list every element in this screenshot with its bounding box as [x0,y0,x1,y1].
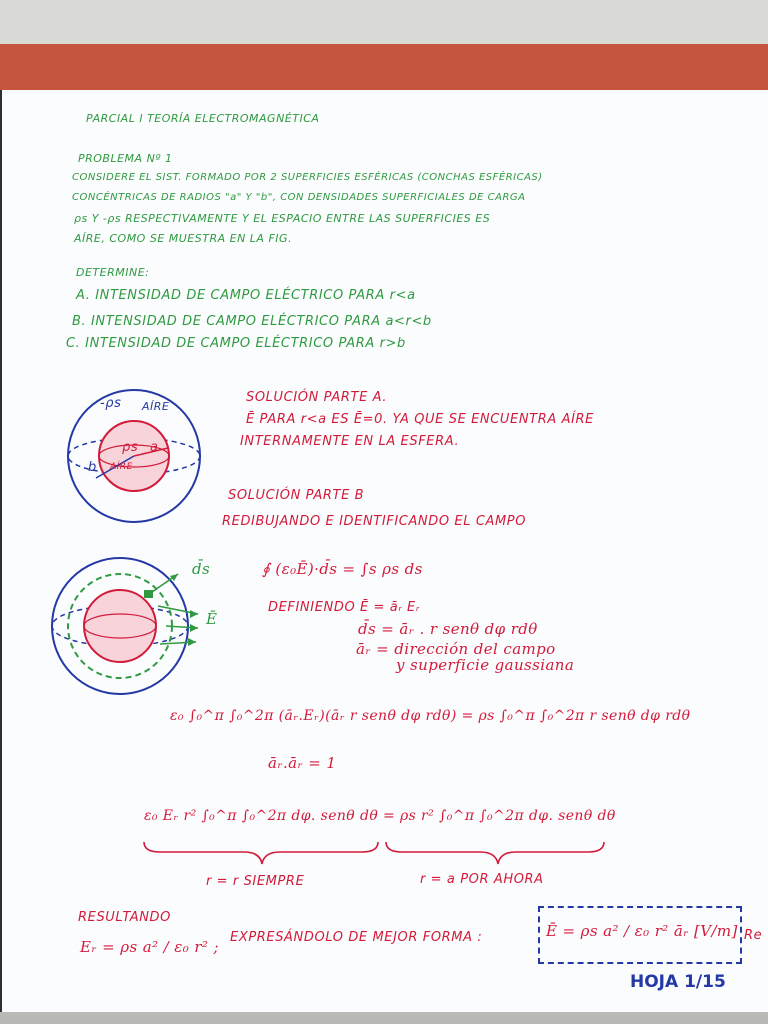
e-vector-label: Ē [206,610,218,628]
solution-b-line-1: REDIBUJANDO E IDENTIFICANDO EL CAMPO [222,514,527,529]
radius-b-label: b [88,460,97,475]
page-number: HOJA 1/15 [630,972,726,992]
radius-a-label: a [150,440,159,455]
brace-right-note: r = a POR AHORA [420,872,544,887]
page-title: PARCIAL I TEORÍA ELECTROMAGNÉTICA [86,112,320,125]
under-braces [140,836,610,870]
statement-line-2: CONCÉNTRICAS DE RADIOS "a" Y "b", CON DENSIDADES SUPERFICIALES DE CARGA [72,192,526,203]
inner-sphere-charge-label: ρs [122,440,139,455]
solution-b-title: SOLUCIÓN PARTE B [228,488,365,503]
defining-field: DEFINIENDO Ē = āᵣ Eᵣ [268,600,420,615]
statement-line-1: CONSIDERE EL SIST. FORMADO POR 2 SUPERFICIES ESFÉRICAS (CONCHAS ESFÉRICAS) [72,172,543,183]
statement-line-4: AÍRE, COMO SE MUESTRA EN LA FIG. [74,232,293,245]
express-better-label: EXPRESÁNDOLO DE MEJOR FORMA : [230,930,483,945]
notebook-page [2,90,768,1012]
result-label: RESULTANDO [78,910,171,925]
brace-left-note: r = r SIEMPRE [206,874,305,889]
truncated-text: Re [744,928,763,943]
air-label-inner: AÍRE [110,462,133,472]
solution-a-title: SOLUCIÓN PARTE A. [246,390,388,405]
statement-line-3: ρs Y -ρs RESPECTIVAMENTE Y EL ESPACIO ENTRE LAS SUPERFICIES ES [74,212,491,225]
ds-vector-label: d̄s [192,560,211,578]
figure-concentric-spheres [60,392,210,520]
ds-definition: d̄s = āᵣ . r senθ dφ rdθ [358,620,538,638]
ar-definition-1: āᵣ = dirección del campo [356,640,556,658]
outer-sphere-charge-label: -ρs [100,396,122,411]
scanner-bottom-edge [0,1012,768,1024]
determine-item-b: B. INTENSIDAD DE CAMPO ELÉCTRICO PARA a<r<b [72,314,432,329]
determine-item-c: C. INTENSIDAD DE CAMPO ELÉCTRICO PARA r>b [66,336,406,351]
unit-vector-product: āᵣ.āᵣ = 1 [268,754,337,772]
final-field-expression: Ē = ρs a² / ε₀ r² āᵣ [V/m] [546,922,738,940]
scanner-background [0,0,768,44]
determine-label: DETERMINE: [76,266,150,279]
binding-tape [0,44,768,90]
gauss-law-equation: ∮ (ε₀Ē)·d̄s = ∫s ρs ds [262,560,423,578]
ar-definition-2: y superficie gaussiana [396,656,575,674]
integral-equation-1: ε₀ ∫₀^π ∫₀^2π (āᵣ.Eᵣ)(āᵣ r senθ dφ rdθ) = ρs ∫₀^π ∫₀^2π r senθ dφ rdθ [170,708,691,724]
integral-equation-2: ε₀ Eᵣ r² ∫₀^π ∫₀^2π dφ. senθ dθ = ρs r² ∫₀^π ∫₀^2π dφ. senθ dθ [144,808,616,824]
problem-number: PROBLEMA Nº 1 [78,152,173,165]
determine-item-a: A. INTENSIDAD DE CAMPO ELÉCTRICO PARA r<a [76,288,416,303]
solution-a-line-2: INTERNAMENTE EN LA ESFERA. [240,434,460,449]
radial-field-result: Eᵣ = ρs a² / ε₀ r² ; [80,938,219,956]
air-label-top: AÍRE [142,400,170,413]
solution-a-line-1: Ē PARA r<a ES Ē=0. YA QUE SE ENCUENTRA AÍRE [246,412,594,427]
